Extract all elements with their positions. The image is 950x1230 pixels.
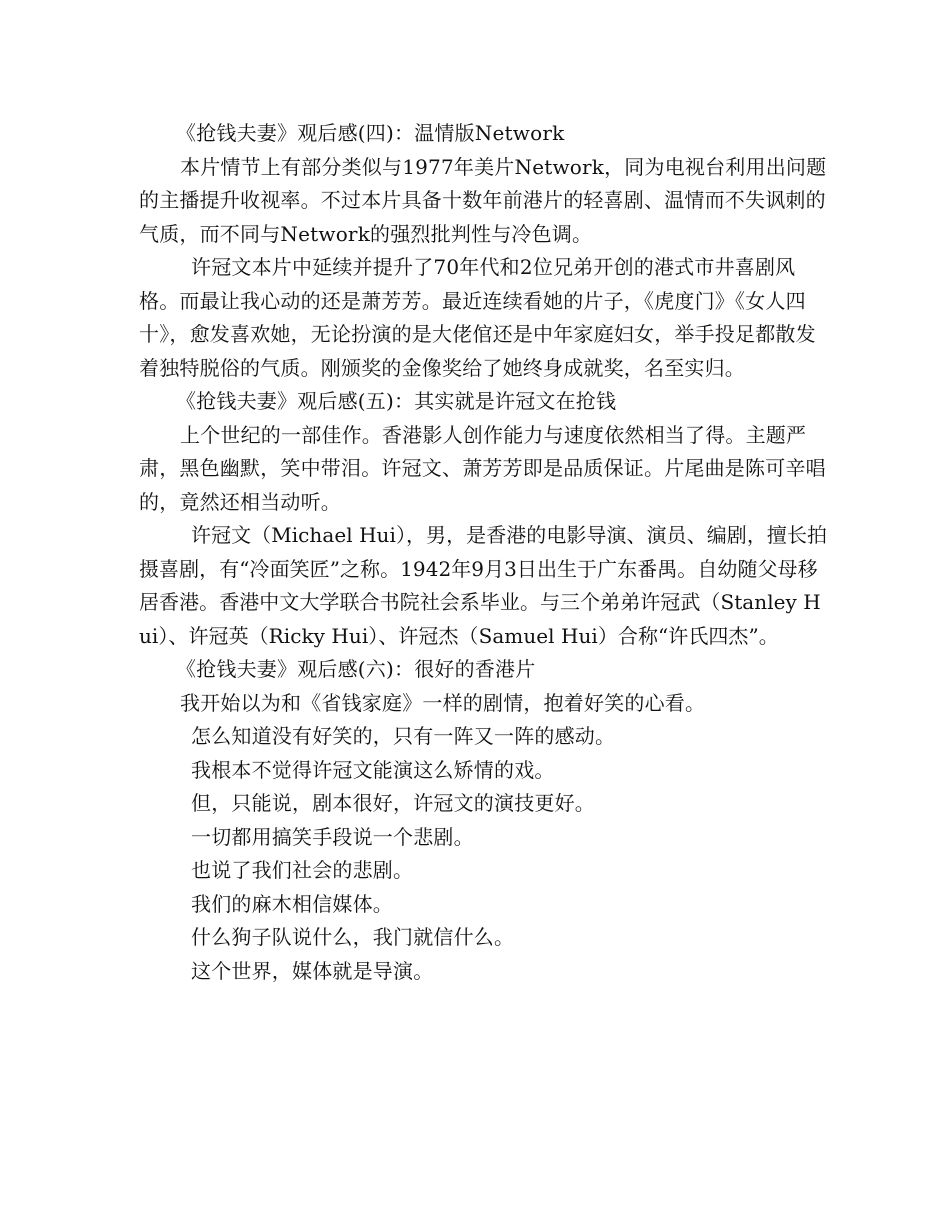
- line-comic-tragedy: 一切都用搞笑手段说一个悲剧。: [191, 824, 474, 849]
- paragraph-network-comparison: 本片情节上有部分类似与1977年美片Network，同为电视台利用出问题的主播提升收视率。不过本片具备十数年前港片的轻喜剧、温情而不失讽刺的气质，而不同与Network的强烈批判性与冷色调。: [139, 154, 827, 246]
- line-moving-story: 怎么知道没有好笑的，只有一阵又一阵的感动。: [191, 724, 616, 748]
- line-paparazzi: 什么狗子队说什么，我门就信什么。: [191, 925, 515, 949]
- heading-review-six: 《抢钱夫妻》观后感(六)：很好的香港片: [176, 657, 536, 681]
- document-body: [139, 117, 829, 988]
- heading-review-five: 《抢钱夫妻》观后感(五)：其实就是许冠文在抢钱: [176, 389, 617, 413]
- line-expectation: 我开始以为和《省钱家庭》一样的剧情，抱着好笑的心看。: [180, 690, 706, 715]
- line-media-belief: 我们的麻木相信媒体。: [191, 891, 393, 916]
- line-acting-surprise: 我根本不觉得许冠文能演这么矫情的戏。: [191, 757, 555, 782]
- paragraph-michael-hui-bio: 许冠文（Michael Hui），男，是香港的电影导演、演员、编剧，擅长拍摄喜剧，有“冷面笑匠”之称。1942年9月3日出生于广东番禺。自幼随父母移居香港。香港中文大学联合书院社会系毕业。与三个弟弟许冠武（Stanley Hui）、许冠英（Ricky Hui）、许冠杰（Samuel Hui）合称“许氏四杰”。: [139, 523, 828, 648]
- line-media-director: 这个世界，媒体就是导演。: [191, 958, 434, 983]
- paragraph-classic-work: 上个世纪的一部佳作。香港影人创作能力与速度依然相当了得。主题严肃，黑色幽默，笑中带泪。许冠文、萧芳芳即是品质保证。片尾曲是陈可辛唱的，竟然还相当动听。: [139, 422, 826, 514]
- line-script-praise: 但，只能说，剧本很好，许冠文的演技更好。: [191, 791, 595, 815]
- heading-review-four: 《抢钱夫妻》观后感(四)：温情版Network: [176, 121, 565, 145]
- line-social-tragedy: 也说了我们社会的悲剧。: [191, 858, 414, 882]
- paragraph-comedy-style: 许冠文本片中延续并提升了70年代和2位兄弟开创的港式市井喜剧风格。而最让我心动的还是萧芳芳。最近连续看她的片子，《虎度门》《女人四十》，愈发喜欢她，无论扮演的是大佬倌还是中年家庭妇女，举手投足都散发着独特脱俗的气质。刚颁奖的金像奖给了她终身成就奖，名至实归。: [139, 255, 816, 380]
